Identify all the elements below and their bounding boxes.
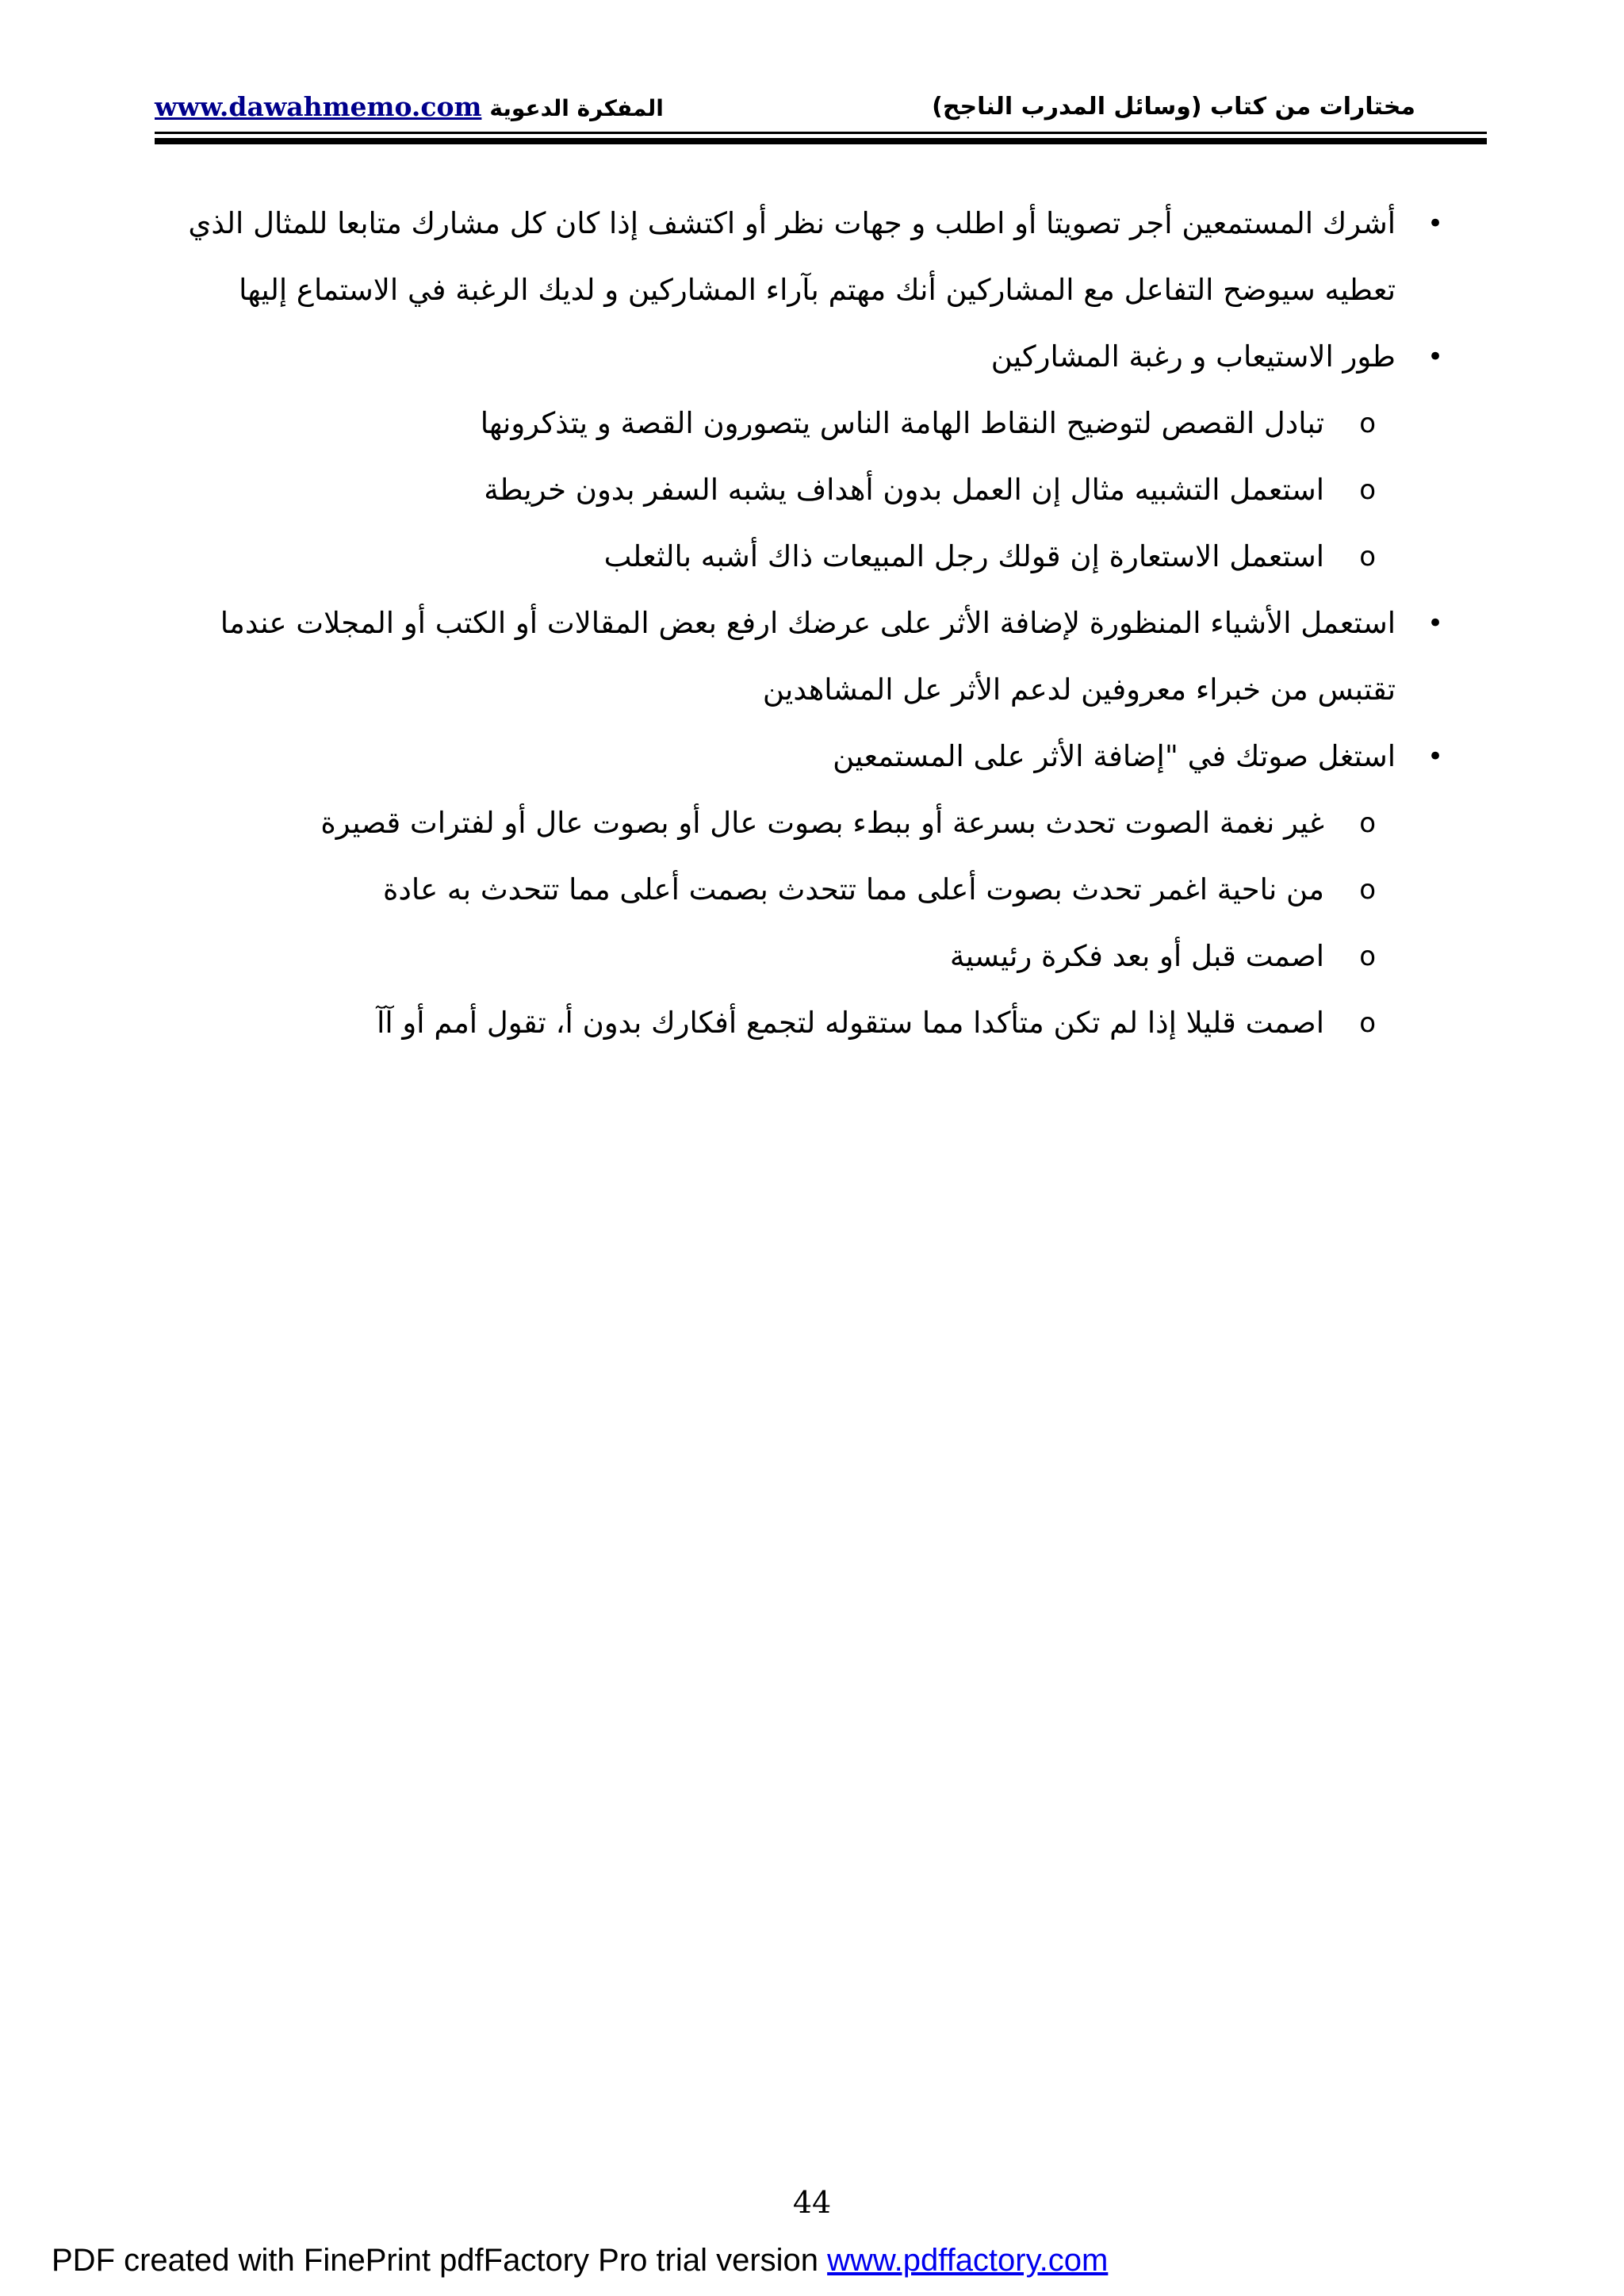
footer-text: PDF created with FinePrint pdfFactory Pro trial version <box>52 2243 828 2278</box>
bullet-icon: • <box>1427 208 1443 240</box>
sub-item-text: تبادل القصص لتوضيح النقاط الهامة الناس يتصورون القصة و يتذكرونها <box>480 406 1324 440</box>
hollow-circle-icon: o <box>1359 807 1376 839</box>
sub-list-item <box>174 390 1396 457</box>
sub-list-item <box>174 923 1396 990</box>
header-brand-name: المفكرة الدعوية <box>489 95 664 121</box>
bullet-icon: • <box>1427 341 1443 373</box>
bullet-item <box>174 190 1443 324</box>
hollow-circle-icon: o <box>1359 874 1376 906</box>
main-content <box>174 190 1443 1056</box>
sub-item-text: من ناحية اغمر تحدث بصوت أعلى مما تتحدث بصمت أعلى مما تتحدث به عادة <box>382 872 1324 907</box>
page-number: 44 <box>792 2185 832 2220</box>
page-header <box>155 91 1483 129</box>
sub-item-text: اصمت قليلا إذا لم تكن متأكدا مما ستقوله لتجمع أفكارك بدون أ، تقول أمم أو آآ <box>377 1006 1324 1040</box>
header-book-title: مختارات من كتاب (وسائل المدرب الناجح) <box>932 93 1415 121</box>
bullet-item <box>174 324 1443 390</box>
pdf-footer <box>52 2243 1108 2279</box>
hollow-circle-icon: o <box>1359 541 1376 573</box>
bullet-text: استغل صوتك في "إضافة الأثر على المستمعين <box>833 739 1396 773</box>
sub-list-item <box>174 523 1396 590</box>
hollow-circle-icon: o <box>1359 1007 1376 1039</box>
hollow-circle-icon: o <box>1359 408 1376 439</box>
sub-list-item <box>174 857 1396 923</box>
header-rule-thick <box>155 138 1487 144</box>
bullet-text: أشرك المستمعين أجر تصويتا أو اطلب و جهات نظر أو اكتشف إذا كان كل مشارك متابعا للمثال الذي تعطيه سيوضح التفاعل مع المشاركين أنك مهتم بآراء المشاركين و لديك الرغبة في الاستماع إليها <box>188 206 1396 307</box>
footer-link[interactable]: www.pdffactory.com <box>827 2243 1109 2278</box>
bullet-text: طور الاستيعاب و رغبة المشاركين <box>990 339 1396 374</box>
sub-list-item <box>174 790 1396 857</box>
sub-list-item <box>174 990 1396 1056</box>
header-brand-group <box>155 91 664 122</box>
hollow-circle-icon: o <box>1359 474 1376 506</box>
sub-item-text: غير نغمة الصوت تحدث بسرعة أو ببطء بصوت عال أو بصوت عال أو لفترات قصيرة <box>320 806 1324 840</box>
bullet-icon: • <box>1427 741 1443 772</box>
bullet-item <box>174 590 1443 723</box>
sub-item-text: استعمل الاستعارة إن قولك رجل المبيعات ذاك أشبه بالثعلب <box>603 539 1324 573</box>
sub-item-text: استعمل التشبيه مثال إن العمل بدون أهداف يشبه السفر بدون خريطة <box>484 473 1324 507</box>
header-rule-thin <box>155 132 1487 134</box>
hollow-circle-icon: o <box>1359 941 1376 972</box>
bullet-text: استعمل الأشياء المنظورة لإضافة الأثر على عرضك ارفع بعض المقالات أو الكتب أو المجلات عندما تقتبس من خبراء معروفين لدعم الأثر عل المشاهدين <box>220 606 1396 707</box>
sub-list <box>174 790 1396 1056</box>
sub-list <box>174 390 1396 590</box>
sub-item-text: اصمت قبل أو بعد فكرة رئيسية <box>949 939 1324 973</box>
bullet-item <box>174 723 1443 790</box>
bullet-icon: • <box>1427 608 1443 639</box>
header-website-link[interactable]: www.dawahmemo.com <box>155 91 482 122</box>
sub-list-item <box>174 457 1396 523</box>
